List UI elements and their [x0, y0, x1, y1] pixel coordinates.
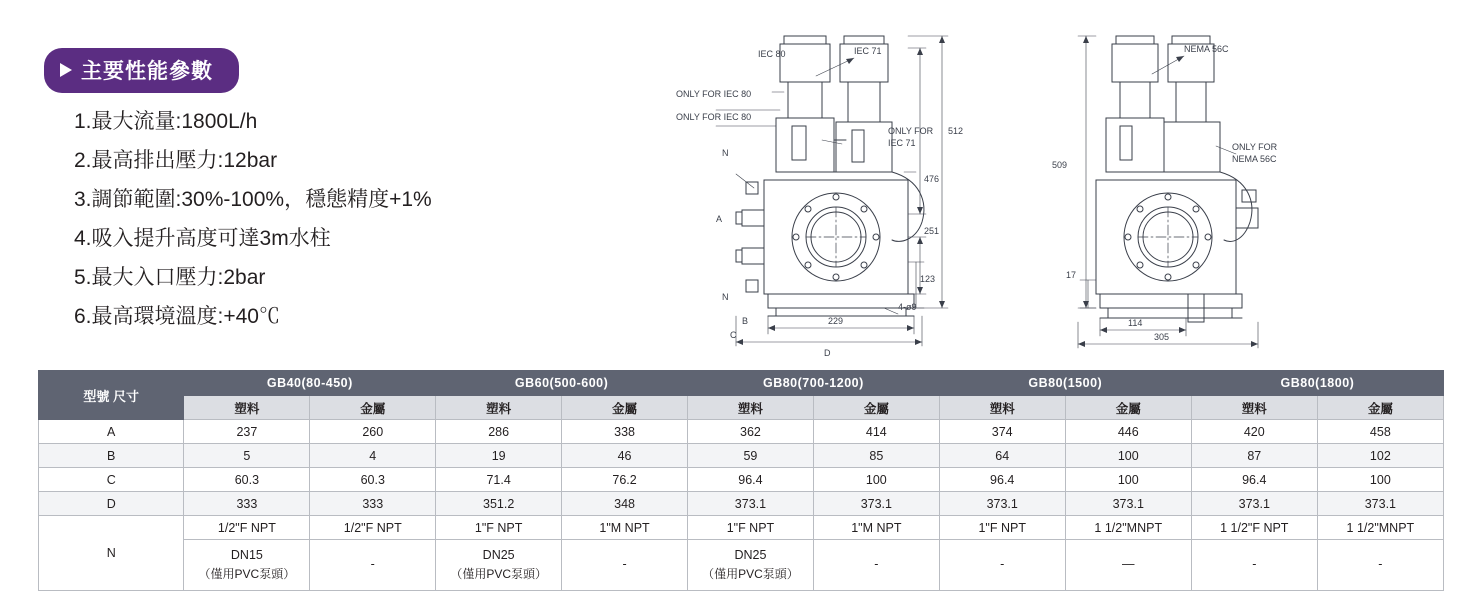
table-cell-line1: DN25 — [482, 548, 515, 563]
technical-drawing — [676, 22, 1466, 362]
spec-item: 4.吸入提升高度可達3m水柱 — [74, 227, 331, 250]
drawing-label: D — [824, 348, 831, 358]
table-cell — [813, 540, 939, 591]
table-cell — [1191, 540, 1317, 591]
drawing-label: ONLY FOR IEC 80 — [676, 112, 752, 122]
table-row-thread — [39, 516, 1444, 540]
pump-dimension-drawing — [676, 22, 1466, 362]
table-cell: 96.4 — [1191, 468, 1317, 492]
drawing-label: 114 — [1128, 318, 1143, 328]
drawing-label: ONLY FOR IEC 80 — [676, 89, 752, 99]
drawing-label: 4-ø9 — [898, 302, 917, 312]
table-cell-line1: DN15 — [230, 548, 263, 563]
table-cell: 5 — [184, 444, 310, 468]
drawing-label: ONLY FOR — [1232, 142, 1278, 152]
table-cell-line2: （僅用PVC泵頭） — [702, 567, 799, 582]
table-cell — [436, 540, 562, 591]
drawing-label: 509 — [1052, 160, 1068, 170]
table-group-header: GB80(1500) — [939, 371, 1191, 396]
table-cell: 100 — [1065, 444, 1191, 468]
table-cell: 362 — [687, 420, 813, 444]
table-cell — [1065, 540, 1191, 591]
table-cell-line1: - — [1378, 557, 1383, 572]
table-group-header-row — [39, 371, 1444, 396]
table-cell: 59 — [687, 444, 813, 468]
drawing-label: N — [722, 292, 729, 302]
table-sub-header: 金屬 — [562, 396, 688, 420]
drawing-label: C — [730, 330, 737, 340]
drawing-label: A — [716, 214, 723, 224]
table-row-label: B — [39, 444, 184, 468]
table-cell — [184, 540, 310, 591]
table-cell-line1: DN25 — [734, 548, 767, 563]
table-cell: 1 1/2"MNPT — [1065, 516, 1191, 540]
table-cell: 338 — [562, 420, 688, 444]
table-cell: 458 — [1317, 420, 1443, 444]
table-cell: 60.3 — [184, 468, 310, 492]
table-cell: 1 1/2"F NPT — [1191, 516, 1317, 540]
drawing-label: ONLY FOR — [888, 126, 934, 136]
table-sub-header: 金屬 — [1317, 396, 1443, 420]
table-cell: 96.4 — [687, 468, 813, 492]
table-row-label: C — [39, 468, 184, 492]
table-cell-line1: - — [370, 557, 375, 572]
table-cell: 85 — [813, 444, 939, 468]
table-cell — [1317, 540, 1443, 591]
table-cell: 100 — [813, 468, 939, 492]
table-cell: 260 — [310, 420, 436, 444]
drawing-label: 229 — [828, 316, 844, 326]
table-cell: 102 — [1317, 444, 1443, 468]
spec-item: 5.最大入口壓力:2bar — [74, 266, 266, 289]
table-cell: 1 1/2"MNPT — [1317, 516, 1443, 540]
table-group-header: GB80(1800) — [1191, 371, 1443, 396]
triangle-icon — [60, 63, 72, 77]
table-sub-header: 塑料 — [939, 396, 1065, 420]
table-cell: 351.2 — [436, 492, 562, 516]
table-group-header: GB60(500-600) — [436, 371, 688, 396]
table-cell-line1: - — [874, 557, 879, 572]
table-cell: 374 — [939, 420, 1065, 444]
table-cell: 4 — [310, 444, 436, 468]
spec-item: 2.最高排出壓力:12bar — [74, 149, 278, 172]
table-cell: 373.1 — [813, 492, 939, 516]
table-cell: 373.1 — [1065, 492, 1191, 516]
drawing-label: 476 — [924, 174, 940, 184]
table-cell: 1"F NPT — [939, 516, 1065, 540]
table-cell: 60.3 — [310, 468, 436, 492]
table-cell: 76.2 — [562, 468, 688, 492]
table-sub-header: 金屬 — [310, 396, 436, 420]
table-cell-line2: （僅用PVC泵頭） — [198, 567, 296, 582]
table-row — [39, 420, 1444, 444]
table-sub-header: 金屬 — [1065, 396, 1191, 420]
table-corner-label: 型號 尺寸 — [39, 371, 184, 420]
table-row — [39, 444, 1444, 468]
table-cell: 19 — [436, 444, 562, 468]
table-cell — [310, 540, 436, 591]
table-sub-header: 塑料 — [687, 396, 813, 420]
dimension-table — [38, 370, 1444, 591]
drawing-label: 512 — [948, 126, 964, 136]
table-sub-header: 塑料 — [436, 396, 562, 420]
table-cell: 1"M NPT — [813, 516, 939, 540]
table-cell-line1: - — [1000, 557, 1005, 572]
table-cell: 373.1 — [1317, 492, 1443, 516]
drawing-label: IEC 71 — [888, 138, 916, 148]
table-cell-line2: （僅用PVC泵頭） — [450, 567, 547, 582]
table-sub-header: 塑料 — [184, 396, 310, 420]
spec-panel-header — [44, 48, 239, 93]
drawing-label: 251 — [924, 226, 940, 236]
table-cell: 333 — [310, 492, 436, 516]
table-cell-line1: - — [1252, 557, 1257, 572]
table-row-connection — [39, 540, 1444, 591]
drawing-label: 123 — [920, 274, 936, 284]
table-cell: 100 — [1065, 468, 1191, 492]
drawing-label: NEMA 56C — [1232, 154, 1277, 164]
table-cell — [562, 540, 688, 591]
table-cell: 1"F NPT — [436, 516, 562, 540]
table-cell: 100 — [1317, 468, 1443, 492]
table-cell: 414 — [813, 420, 939, 444]
spec-list — [44, 111, 664, 327]
table-cell: 71.4 — [436, 468, 562, 492]
drawing-label: NEMA 56C — [1184, 44, 1229, 54]
drawing-label: IEC 80 — [758, 49, 786, 59]
table-row — [39, 492, 1444, 516]
table-cell-line1: - — [622, 557, 627, 572]
table-cell: 64 — [939, 444, 1065, 468]
table-cell: 1/2"F NPT — [310, 516, 436, 540]
table-sub-header: 金屬 — [813, 396, 939, 420]
table-group-header: GB80(700-1200) — [687, 371, 939, 396]
table-row — [39, 468, 1444, 492]
spec-item: 1.最大流量:1800L/h — [74, 110, 258, 133]
table-cell: 373.1 — [939, 492, 1065, 516]
table-cell: 420 — [1191, 420, 1317, 444]
table-cell-line1: — — [1122, 557, 1135, 572]
table-cell: 1/2"F NPT — [184, 516, 310, 540]
table-cell: 373.1 — [687, 492, 813, 516]
table-cell: 1"F NPT — [687, 516, 813, 540]
table-sub-header-row — [39, 396, 1444, 420]
table-sub-header: 塑料 — [1191, 396, 1317, 420]
table-cell: 87 — [1191, 444, 1317, 468]
table-group-header: GB40(80-450) — [184, 371, 436, 396]
table-cell: 286 — [436, 420, 562, 444]
table-row-label: A — [39, 420, 184, 444]
spec-item: 3.調節範圍:30%-100%，穩態精度+1% — [74, 188, 432, 211]
table-cell: 333 — [184, 492, 310, 516]
table-cell: 373.1 — [1191, 492, 1317, 516]
table-cell: 1"M NPT — [562, 516, 688, 540]
table-cell: 446 — [1065, 420, 1191, 444]
spec-panel-title: 主要性能參數 — [81, 60, 213, 83]
spec-panel — [44, 48, 664, 345]
table-cell: 96.4 — [939, 468, 1065, 492]
table-cell: 46 — [562, 444, 688, 468]
drawing-label: B — [742, 316, 749, 326]
table-cell: 348 — [562, 492, 688, 516]
drawing-label: 17 — [1066, 270, 1077, 280]
drawing-label: 305 — [1154, 332, 1170, 342]
spec-item: 6.最高環境溫度:+40℃ — [74, 305, 280, 328]
drawing-labels — [676, 44, 1278, 358]
table-row-label: D — [39, 492, 184, 516]
drawing-label: N — [722, 148, 729, 158]
table-cell: 237 — [184, 420, 310, 444]
table-cell — [939, 540, 1065, 591]
drawing-label: IEC 71 — [854, 46, 882, 56]
table-cell — [687, 540, 813, 591]
table-row-label: N — [39, 516, 184, 591]
